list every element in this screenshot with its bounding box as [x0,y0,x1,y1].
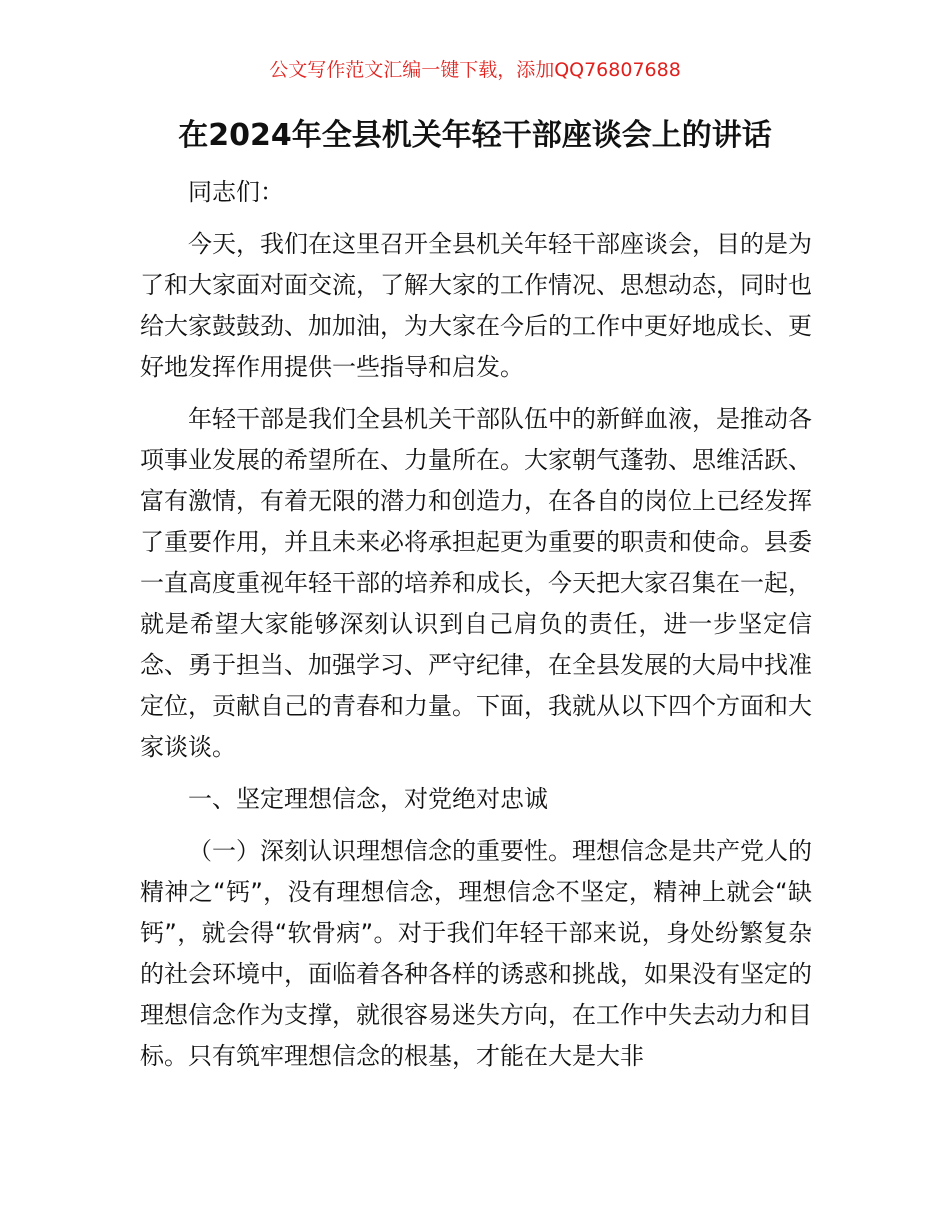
paragraph-intro: 今天，我们在这里召开全县机关年轻干部座谈会，目的是为了和大家面对面交流，了解大家的工作情况、思想动态，同时也给大家鼓鼓劲、加加油，为大家在今后的工作中更好地成长、更好地发挥作用提供一些指导和启发。 [140,230,812,381]
paragraph-young-cadres: 年轻干部是我们全县机关干部队伍中的新鲜血液，是推动各项事业发展的希望所在、力量所在。大家朝气蓬勃、思维活跃、富有激情，有着无限的潜力和创造力，在各自的岗位上已经发挥了重要作用，并且未来必将承担起更为重要的职责和使命。县委一直高度重视年轻干部的培养和成长，今天把大家召集在一起，就是希望大家能够深刻认识到自己肩负的责任，进一步坚定信念、勇于担当、加强学习、严守纪律，在全县发展的大局中找准定位，贡献自己的青春和力量。下面，我就从以下四个方面和大家谈谈。 [140,405,812,761]
document-title: 在2024年全县机关年轻干部座谈会上的讲话 [178,118,772,153]
document-body [140,172,812,1077]
header-banner: 公文写作范文汇编一键下载，添加QQ76807688 [269,59,681,81]
salutation: 同志们： [188,178,284,206]
section-heading-1: 一、坚定理想信念，对党绝对忠诚 [188,785,548,813]
paragraph-subsection-1: （一）深刻认识理想信念的重要性。理想信念是共产党人的精神之“钙”，没有理想信念，理想信念不坚定，精神上就会“缺钙”，就会得“软骨病”。对于我们年轻干部来说，身处纷繁复杂的社会环境中，面临着各种各样的诱惑和挑战，如果没有坚定的理想信念作为支撑，就很容易迷失方向，在工作中失去动力和目标。只有筑牢理想信念的根基，才能在大是大非 [140,837,812,1070]
